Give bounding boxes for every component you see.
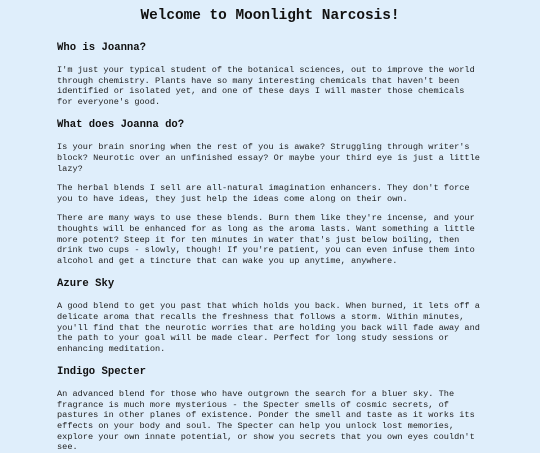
heading-indigo-specter: Indigo Specter — [57, 366, 147, 379]
paragraph-indigo-specter: An advanced blend for those who have outgrown the search for a bluer sky. The fragrance is much more mysterious - the Specter smells of cosmic secrets, of pastures in other planes of existence. Ponder the smell and taste as it works its effects on your body and soul. The Specter can help you unlock lost memories, explore your own innate potential, or show you secrets that you own eyes couldn't see. — [57, 389, 475, 453]
heading-azure-sky: Azure Sky — [57, 278, 115, 291]
paragraph-herbal-blends: The herbal blends I sell are all-natural imagination enhancers. They don't force you to have ideas, they just help the ideas come along on their own. — [57, 183, 470, 204]
paragraph-ways-to-use: There are many ways to use these blends. Burn them like they're incense, and your thoughts will be enhanced for as long as the aroma lasts. Want something a little more potent? Steep it for ten minutes in water that's just below boiling, then drink two cups - slowly, though! If you're patient, you can even infuse them into alcohol and get a tincture that can wake you up anytime, anywhere. — [57, 213, 475, 266]
paragraph-azure-sky: A good blend to get you past that which holds you back. When burned, it lets off a delicate aroma that recalls the freshness that follows a storm. Within minutes, you'll find that the neurotic worries that are holding you back will fade away and the path to your goal will be made clear. Perfect for long study sessions or enhancing meditation. — [57, 301, 480, 354]
heading-who-is-joanna: Who is Joanna? — [57, 42, 147, 54]
paragraph-brain-snoring: Is your brain snoring when the rest of you is awake? Struggling through writer's block? Neurotic over an unfinished essay? Or maybe your third eye is just a little lazy? — [57, 142, 480, 174]
page-title: Welcome to Moonlight Narcosis! — [140, 8, 400, 24]
heading-what-does-joanna-do: What does Joanna do? — [57, 119, 185, 132]
paragraph-about-joanna: I'm just your typical student of the botanical sciences, out to improve the world through chemistry. Plants have so many interesting chemicals that haven't been identified or isolated yet, and one of these days I will master those chemicals for everyone's good. — [57, 65, 475, 107]
